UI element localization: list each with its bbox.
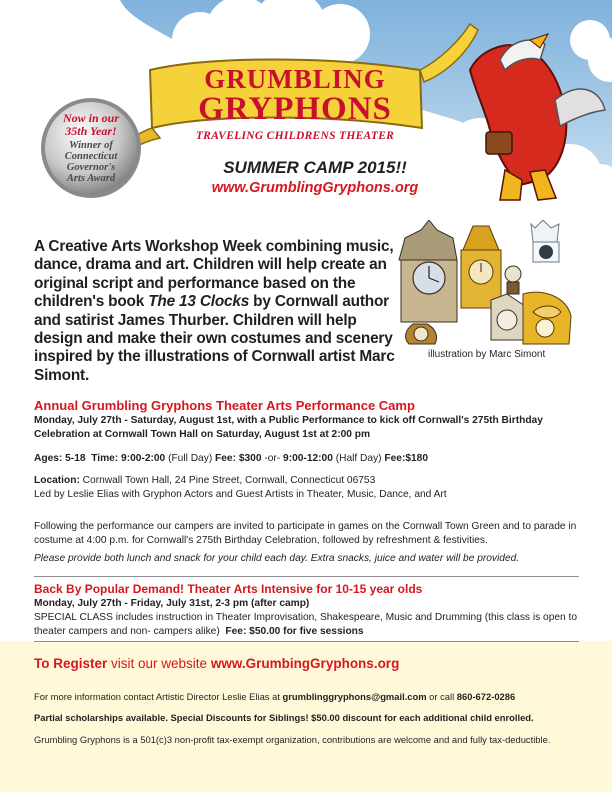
time-half: 9:00-12:00	[283, 453, 333, 464]
camp-title-block	[200, 158, 430, 197]
intensive-heading-text: Back By Popular Demand! Theater Arts Intensive for 10-15 year olds	[34, 582, 423, 596]
fee-half: Fee:$180	[384, 453, 429, 464]
intensive-heading	[34, 582, 579, 598]
fee-full: $300	[238, 453, 262, 464]
camp-following-text: Following the performance our campers are invited to participate in games on the Cornwall Town Green and to parade in costume at 4:00 p.m. for Cornwall's 275th Birthday Celebration, followed by refreshment & festivities.	[34, 521, 577, 546]
scholarships-line: Partial scholarships available. Special Discounts for Siblings! $50.00 discount for each additional child enrolled.	[34, 712, 534, 723]
seal-line-5: Governor's	[66, 162, 116, 173]
camp-dates: Monday, July 27th - Saturday, August 1st, with a Public Performance to kick off Cornwall's 275th Birthday Celebration at Cornwall Town Hall on Saturday, August 1st at 2:00 pm	[34, 415, 543, 440]
brand-logo-text	[150, 66, 440, 143]
time-full: 9:00-2:00	[121, 453, 166, 464]
contact-line	[34, 690, 579, 704]
register-lead: To Register	[34, 656, 108, 671]
location-text: Cornwall Town Hall, 24 Pine Street, Cornwall, Connecticut 06753	[79, 475, 376, 486]
register-url-link[interactable]: www.GrumbingGryphons.org	[210, 656, 400, 671]
nonprofit-line: Grumbling Gryphons is a 501(c)3 non-profit tax-exempt organization, contributions are welcome and and fully tax-deductible.	[34, 734, 551, 745]
intensive-fee: Fee: $50.00 for five sessions	[225, 626, 364, 637]
half-day-label: (Half Day)	[332, 453, 385, 464]
gold-tower-clock-icon	[461, 226, 501, 308]
book-title: The 13 Clocks	[148, 293, 250, 311]
call-text: or call	[426, 691, 457, 702]
intensive-description	[34, 611, 579, 639]
header-website-link[interactable]: www.GrumblingGryphons.org	[211, 180, 419, 196]
intensive-description-text: SPECIAL CLASS includes instruction in Theater Improvisation, Shakespeare, Music and Drumming (this class is open to theater campers and non- campers alike)	[34, 612, 578, 637]
camp-heading-text: Annual Grumbling Gryphons Theater Arts Performance Camp	[34, 398, 415, 413]
full-day-label: (Full Day)	[165, 453, 216, 464]
intro-part-1: A Creative Arts Workshop Week combining music, dance, drama and art. Children will help create an original script and performance based on the children's book	[34, 238, 394, 311]
contact-email-link[interactable]: grumblinggryphons@gmail.com	[282, 691, 427, 702]
seal-line-3: Winner of	[69, 140, 113, 151]
time-label: Time:	[91, 453, 119, 464]
section-divider	[34, 576, 579, 577]
intensive-dates: Monday, July 27th - Friday, July 31st, 2-3 pm (after camp)	[34, 598, 310, 609]
ages-label: Ages: 5-18	[34, 453, 86, 464]
camp-led-by: Led by Leslie Elias with Gryphon Actors and Guest Artists in Theater, Music, Dance, and Art	[34, 489, 447, 500]
clocks-illustration	[395, 220, 575, 350]
seal-line-4: Connecticut	[64, 151, 118, 162]
award-seal-text	[48, 112, 134, 184]
fee-label: Fee:	[215, 453, 236, 464]
camp-location	[34, 474, 579, 488]
location-label: Location:	[34, 475, 80, 486]
register-line	[34, 656, 579, 672]
intro-part-2: by Cornwall author and satirist James Thurber. Children will help design and make their own costumes and scenery inspired by the illustrations of Cornwall artist Marc Simont.	[34, 293, 395, 384]
contact-text: For more information contact Artistic Director Leslie Elias at	[34, 691, 283, 702]
seal-line-6: Arts Award	[66, 173, 116, 184]
seal-line-1: Now in our	[62, 111, 120, 125]
camp-heading	[34, 398, 579, 415]
tall-clock-icon	[399, 220, 457, 322]
brand-line-1: GRUMBLING	[204, 64, 386, 94]
seal-line-2: 35th Year!	[65, 124, 117, 138]
contact-phone: 860-672-0286	[456, 691, 516, 702]
brand-tagline: TRAVELING CHILDRENS THEATER	[195, 130, 395, 142]
camp-title: SUMMER CAMP 2015!!	[223, 158, 407, 177]
intro-paragraph	[34, 238, 396, 385]
footer-divider	[34, 641, 579, 642]
or-text: -or-	[261, 453, 284, 464]
camp-ages-time-fees	[34, 452, 579, 466]
white-tower-clock-icon	[531, 220, 559, 262]
camp-lunch-note: Please provide both lunch and snack for your child each day. Extra snacks, juice and water will be provided.	[34, 553, 520, 564]
brand-line-2: GRYPHONS	[198, 91, 392, 127]
register-mid: visit our website	[107, 656, 211, 671]
illustration-credit: illustration by Marc Simont	[428, 349, 546, 360]
